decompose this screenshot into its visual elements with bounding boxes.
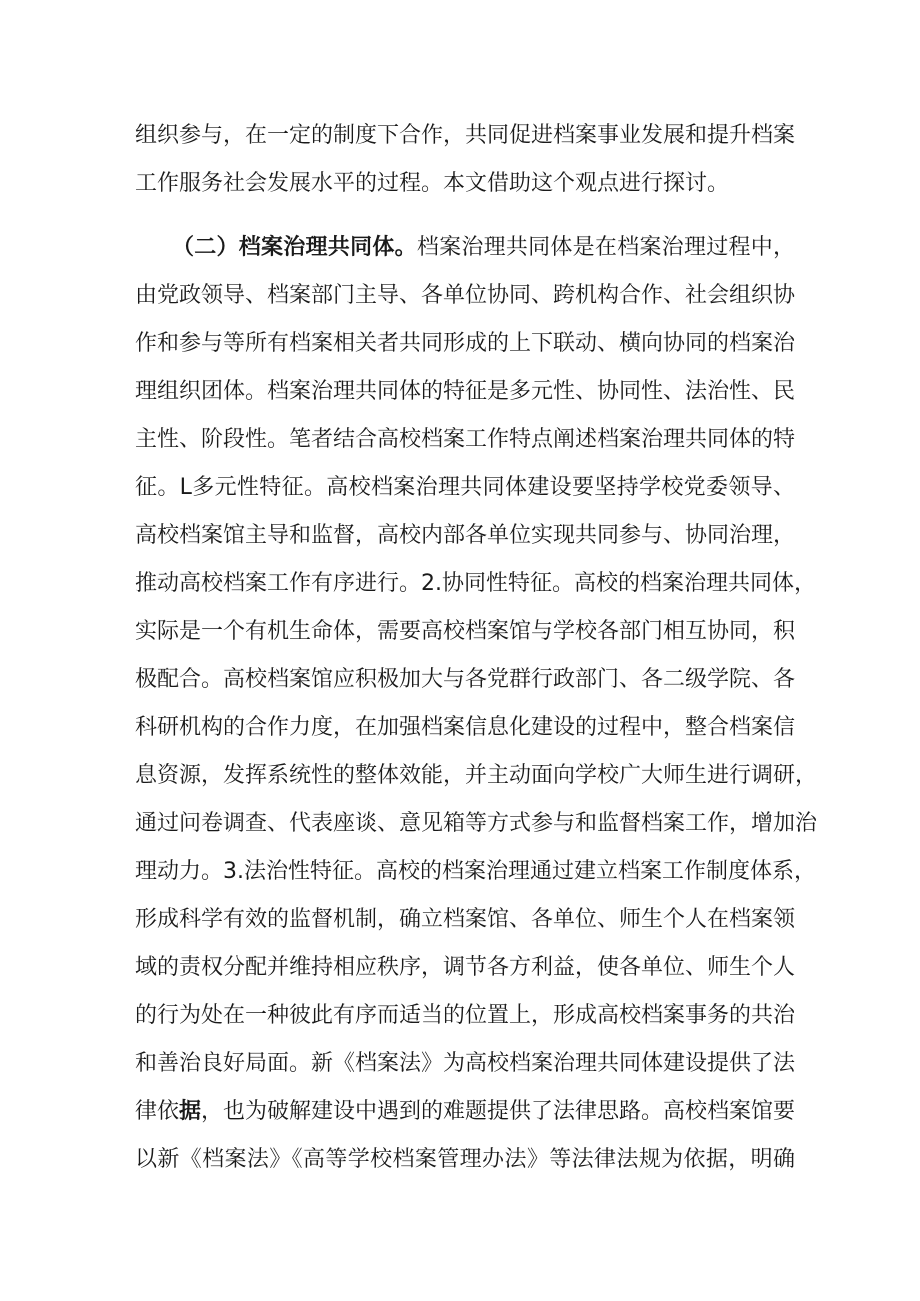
text-span: ，也为破解建设中遇到的难题提供了法律思路。高校档案馆要 — [201, 1099, 796, 1124]
text-line: 和善治良好局面。新《档案法》为高校档案治理共同体建设提供了法 — [135, 1051, 796, 1076]
text-line: 高校档案馆主导和监督，高校内部各单位实现共同参与、协同治理， — [135, 523, 796, 548]
text-line: 极配合。高校档案馆应积极加大与各党群行政部门、各二级学院、各 — [135, 667, 796, 692]
text-line: 息资源，发挥系统性的整体效能，并主动面向学校广大师生进行调研， — [135, 763, 818, 788]
text-line: 以新《档案法》《高等学校档案管理办法》等法律法规为依据，明确 — [135, 1147, 795, 1172]
text-line: 域的责权分配并维持相应秩序，调节各方利益，使各单位、师生个人 — [135, 955, 796, 980]
text-line: 理动力。3.法治性特征。高校的档案治理通过建立档案工作制度体系， — [135, 859, 816, 884]
text-line-first — [172, 226, 795, 270]
text-line: 由党政领导、档案部门主导、各单位协同、跨机构合作、社会组织协 — [135, 283, 796, 308]
text-line: 主性、阶段性。笔者结合高校档案工作特点阐述档案治理共同体的特 — [135, 427, 796, 452]
text-line: 通过问卷调查、代表座谈、意见箱等方式参与和监督档案工作，增加治 — [135, 811, 818, 836]
text-line: 作和参与等所有档案相关者共同形成的上下联动、横向协同的档案治 — [135, 331, 796, 356]
text-line: 征。L多元性特征。高校档案治理共同体建设要坚持学校党委领导、 — [135, 475, 795, 500]
text-line — [135, 1090, 795, 1134]
text-line: 科研机构的合作力度，在加强档案信息化建设的过程中，整合档案信 — [135, 715, 796, 740]
text-line: 的行为处在一种彼此有序而适当的位置上，形成高校档案事务的共治 — [135, 1003, 796, 1028]
text-span-bold: 据 — [179, 1099, 202, 1124]
text-span: 档案治理共同体是在档案治理过程中， — [416, 235, 795, 260]
text-span: 律依 — [135, 1099, 180, 1124]
text-line: 形成科学有效的监督机制，确立档案馆、各单位、师生个人在档案领 — [135, 907, 796, 932]
text-line: 理组织团体。档案治理共同体的特征是多元性、协同性、法治性、民 — [135, 379, 796, 404]
section-heading: （二）档案治理共同体。 — [172, 235, 417, 260]
text-line: 实际是一个有机生命体，需要高校档案馆与学校各部门相互协同，积 — [135, 619, 796, 644]
text-line: 组织参与，在一定的制度下合作，共同促进档案事业发展和提升档案 — [135, 123, 796, 148]
text-line: 推动高校档案工作有序进行。2.协同性特征。高校的档案治理共同体， — [135, 571, 816, 596]
text-line: 工作服务社会发展水平的过程。本文借助这个观点进行探讨。 — [135, 171, 730, 196]
